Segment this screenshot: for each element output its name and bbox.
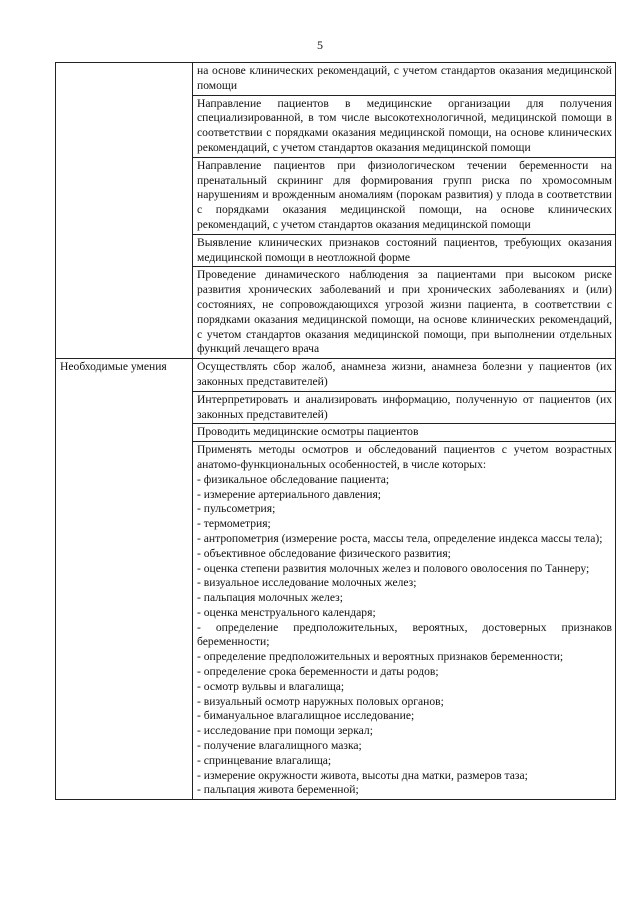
list-item: - получение влагалищного мазка; xyxy=(197,739,362,753)
labor-action-cell: Направление пациентов в медицинские организации для получения специализированной, в том числе высокотехнологичной, медицинской помощи в соответствии с порядками оказания медицинской помощи, на основе клинических рекомендаций, с учетом стандартов оказания медицинской помощи xyxy=(193,95,616,157)
methods-cell xyxy=(193,442,616,800)
table-row xyxy=(56,63,616,96)
list-item: - пальпация молочных желез; xyxy=(197,591,343,605)
list-item: - оценка менструального календаря; xyxy=(197,605,376,619)
list-item: - визуальное исследование молочных желез; xyxy=(197,576,417,590)
list-item: - определение срока беременности и даты родов; xyxy=(197,665,439,679)
list-item: - определение предположительных, вероятных, достоверных признаков беременности; xyxy=(197,620,612,649)
skill-cell: Осуществлять сбор жалоб, анамнеза жизни, анамнеза болезни у пациентов (их законных представителей) xyxy=(193,359,616,392)
list-item: - физикальное обследование пациента; xyxy=(197,472,390,486)
list-item: - объективное обследование физического развития; xyxy=(197,546,451,560)
list-item: - исследование при помощи зеркал; xyxy=(197,724,373,738)
label-cell-empty xyxy=(56,63,193,359)
skill-cell: Проводить медицинские осмотры пациентов xyxy=(193,424,616,442)
list-item: - спринцевание влагалища; xyxy=(197,753,332,767)
list-item: - измерение окружности живота, высоты дна матки, размеров таза; xyxy=(197,768,528,782)
list-item: - визуальный осмотр наружных половых органов; xyxy=(197,694,444,708)
skill-cell: Интерпретировать и анализировать информацию, полученную от пациентов (их законных представителей) xyxy=(193,391,616,424)
labor-action-cell: на основе клинических рекомендаций, с учетом стандартов оказания медицинской помощи xyxy=(193,63,616,96)
list-item: - термометрия; xyxy=(197,517,271,531)
page-number: 5 xyxy=(317,38,323,52)
list-item: - измерение артериального давления; xyxy=(197,487,382,501)
table-row xyxy=(56,359,616,392)
skills-label-cell: Необходимые умения xyxy=(56,359,193,800)
methods-list xyxy=(197,473,612,799)
labor-action-cell: Проведение динамического наблюдения за пациентами при высоком риске развития хронических заболеваний и при хронических заболеваниях и (или) состояниях, не сопровождающихся угрозой жизни пациента, в соответствии с порядками оказания медицинской помощи, на основе клинических рекомендаций, с учетом стандартов оказания медицинской помощи, при выполнении отдельных функций лечащего врача xyxy=(193,267,616,359)
list-item: - пальпация живота беременной; xyxy=(197,783,359,797)
list-item: - определение предположительных и вероятных признаков беременности; xyxy=(197,650,564,664)
list-item: - осмотр вульвы и влагалища; xyxy=(197,679,345,693)
list-item: - антропометрия (измерение роста, массы тела, определение индекса массы тела); xyxy=(197,531,603,545)
competency-table xyxy=(55,62,616,800)
list-item: - оценка степени развития молочных желез и полового оволосения по Таннеру; xyxy=(197,561,590,575)
labor-action-cell: Направление пациентов при физиологическом течении беременности на пренатальный скрининг для формирования групп риска по хромосомным нарушениям и врожденным аномалиям (порокам развития) у плода в соответствии с порядками оказания медицинской помощи, на основе клинических рекомендаций, с учетом стандартов оказания медицинской помощи xyxy=(193,157,616,234)
list-item: - пульсометрия; xyxy=(197,502,276,516)
labor-action-cell: Выявление клинических признаков состояний пациентов, требующих оказания медицинской помощи в неотложной форме xyxy=(193,234,616,267)
methods-intro: Применять методы осмотров и обследований пациентов с учетом возрастных анатомо-функциональных особенностей, в числе которых: xyxy=(197,443,612,471)
table-body xyxy=(56,63,616,800)
list-item: - бимануальное влагалищное исследование; xyxy=(197,709,415,723)
